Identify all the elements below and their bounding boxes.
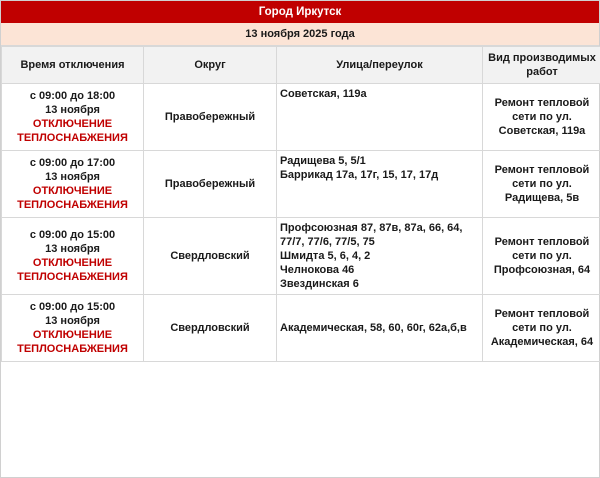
street-cell [277,218,483,295]
time-cell [2,218,144,295]
district-cell: Правобережный [144,151,277,218]
table-row [2,295,600,362]
day: 13 ноября [45,104,100,116]
table-row [2,151,600,218]
header-street: Улица/переулок [277,47,483,84]
time-cell [2,84,144,151]
work-cell: Ремонт тепловой сети по ул. Профсоюзная, 64 [483,218,600,295]
table-row [2,218,600,295]
street-line: Профсоюзная 87, 87в, 87а, 66, 64, 77/7, 77/6, 77/5, 75 [280,222,463,248]
street-cell [277,295,483,362]
district-cell: Свердловский [144,295,277,362]
time-range: с 09:00 до 18:00 [29,90,116,102]
time-cell [2,295,144,362]
outage-type: ОТКЛЮЧЕНИЕ ТЕПЛОСНАБЖЕНИЯ [17,329,128,355]
work-cell: Ремонт тепловой сети по ул. Советская, 119а [483,84,600,151]
street-line: Шмидта 5, 6, 4, 2 [280,250,371,262]
day: 13 ноября [45,171,100,183]
date-row: 13 ноября 2025 года [1,23,599,46]
time-range: с 09:00 до 15:00 [29,301,116,313]
district-cell: Правобережный [144,84,277,151]
street-line: Баррикад 17а, 17г, 15, 17, 17д [280,169,439,181]
outage-type: ОТКЛЮЧЕНИЕ ТЕПЛОСНАБЖЕНИЯ [17,257,128,283]
work-cell: Ремонт тепловой сети по ул. Радищева, 5в [483,151,600,218]
street-line: Звездинская 6 [280,278,359,290]
street-line: Советская, 119а [280,88,367,100]
district-cell: Свердловский [144,218,277,295]
work-cell: Ремонт тепловой сети по ул. Академическая, 64 [483,295,600,362]
time-range: с 09:00 до 15:00 [29,229,116,241]
table-row [2,84,600,151]
day: 13 ноября [45,315,100,327]
day: 13 ноября [45,243,100,255]
street-cell [277,84,483,151]
street-line: Радищева 5, 5/1 [280,155,366,167]
header-row [2,47,600,84]
time-range: с 09:00 до 17:00 [29,157,116,169]
outage-table [1,46,600,362]
header-time: Время отключения [2,47,144,84]
outage-type: ОТКЛЮЧЕНИЕ ТЕПЛОСНАБЖЕНИЯ [17,118,128,144]
street-line: Академическая, 58, 60, 60г, 62а,б,в [280,322,467,334]
header-district: Округ [144,47,277,84]
street-line: Челнокова 46 [280,264,355,276]
city-title: Город Иркутск [1,1,599,23]
header-work: Вид производимых работ [483,47,600,84]
street-cell [277,151,483,218]
outage-type: ОТКЛЮЧЕНИЕ ТЕПЛОСНАБЖЕНИЯ [17,185,128,211]
time-cell [2,151,144,218]
